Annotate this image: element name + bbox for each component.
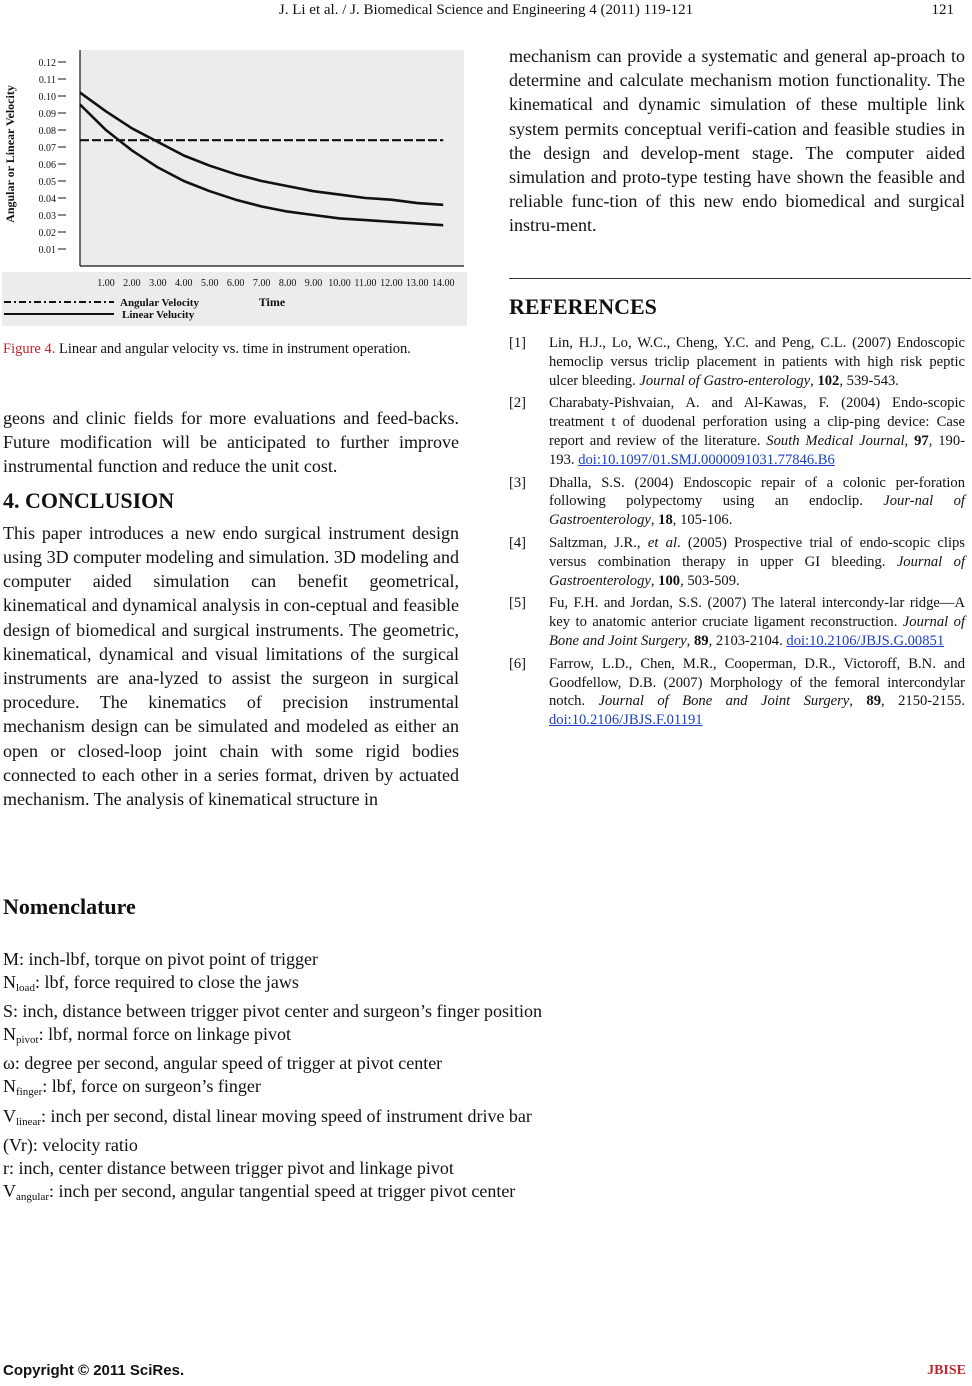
x-tick-label: 5.00 [200, 278, 219, 289]
reference-a: Saltzman, J.R., [549, 534, 648, 551]
y-tick-label: 0.07 [38, 143, 56, 154]
x-tick-label: 1.00 [97, 278, 115, 289]
reference-rest: , 503-509. [680, 572, 740, 589]
reference-num: [5] [509, 595, 527, 612]
nomenclature-symbol: N [3, 972, 16, 993]
reference-rest: , 2150-2155. [881, 693, 965, 710]
figure-4 [2, 44, 467, 326]
nomenclature-symbol: ω [3, 1053, 15, 1074]
nomenclature-item [3, 1075, 783, 1104]
figure-label: Figure 4. [3, 341, 56, 357]
section-rule [509, 278, 971, 279]
page-footer [0, 1362, 972, 1382]
reference-sep: , [849, 693, 867, 710]
reference-item [509, 334, 965, 390]
reference-rest: , 105-106. [672, 512, 733, 529]
x-tick-label: 9.00 [304, 278, 323, 289]
nomenclature-symbol: V [3, 1180, 16, 1201]
reference-rest: , 190-193. [549, 432, 965, 468]
nomenclature-item [3, 1105, 783, 1134]
reference-vol: 100 [658, 572, 681, 589]
x-tick-label: 7.00 [252, 278, 271, 289]
x-tick-label: 14.00 [431, 278, 455, 289]
section-heading-references: REFERENCES [509, 294, 657, 319]
section-heading-nomenclature: Nomenclature [3, 894, 136, 919]
nomenclature-subscript: pivot [16, 1034, 39, 1047]
legend-label-linear: Linear Velucity [122, 309, 195, 321]
section-heading-conclusion: 4. CONCLUSION [3, 487, 175, 513]
y-tick-label: 0.03 [38, 211, 56, 222]
reference-journal: Journal of Gastroenterology [549, 553, 965, 589]
reference-vol: 89 [693, 632, 709, 649]
page-header [0, 0, 972, 24]
x-tick-label: 11.00 [354, 278, 377, 289]
nomenclature-item [3, 1000, 783, 1023]
reference-num: [6] [509, 655, 527, 672]
reference-sep: , [904, 432, 915, 449]
reference-journal: Journal of Gastro-enterology [639, 372, 811, 389]
nomenclature-symbol: S [3, 1001, 14, 1022]
y-tick-label: 0.01 [38, 245, 56, 256]
nomenclature-item [3, 1052, 783, 1075]
nomenclature-symbol: N [3, 1024, 16, 1045]
reference-item [509, 534, 965, 590]
y-tick-label: 0.06 [38, 160, 56, 171]
reference-a: Dhalla, S.S. (2004) Endoscopic repair of a colonic per-foration following polypectomy using an endoclip. [549, 474, 965, 510]
nomenclature-item [3, 1180, 783, 1209]
x-tick-label: 8.00 [278, 278, 297, 289]
nomenclature-definition: : degree per second, angular speed of trigger at pivot center [14, 1053, 443, 1074]
nomenclature-symbol: N [3, 1076, 16, 1097]
reference-list [509, 334, 965, 734]
plot-area [80, 50, 464, 266]
y-axis-label: Angular or Linear Velocity [3, 85, 17, 223]
nomenclature-definition: : lbf, normal force on linkage pivot [38, 1024, 292, 1045]
nomenclature-subscript: linear [16, 1115, 42, 1128]
right-column [509, 44, 965, 238]
x-axis-label: Time [258, 295, 286, 309]
y-tick-label: 0.05 [38, 177, 56, 188]
reference-item [509, 655, 965, 730]
reference-journal: Jour-nal of Gastroenterology [549, 493, 965, 529]
reference-sep: , [810, 372, 818, 389]
y-tick-label: 0.12 [38, 58, 56, 69]
x-tick-label: 10.00 [328, 278, 351, 289]
nomenclature-item [3, 1134, 783, 1157]
x-tick-label: 3.00 [149, 278, 167, 289]
x-tick-label: 4.00 [175, 278, 193, 289]
nomenclature-definition: : lbf, force required to close the jaws [34, 972, 299, 993]
reference-vol: 97 [914, 432, 929, 449]
reference-a: Farrow, L.D., Chen, M.R., Cooperman, D.R., Victoroff, B.N. and Goodfellow, D.B. (2007) Morphology of the femoral intercondylar notch. [549, 655, 965, 710]
legend-label-angular: Angular Velocity [120, 297, 199, 309]
nomenclature-definition: : lbf, force on surgeon’s finger [42, 1076, 261, 1097]
nomenclature-symbol: V [3, 1105, 16, 1126]
nomenclature-definition: : velocity ratio [32, 1134, 138, 1155]
figure-caption [3, 340, 459, 359]
nomenclature-definition: : inch, center distance between trigger pivot and linkage pivot [9, 1157, 454, 1178]
reference-journal: Journal of Bone and Joint Surgery [549, 614, 965, 649]
reference-item [509, 594, 965, 650]
reference-a: Charabaty-Pishvaian, A. and Al-Kawas, F. (2004) Endo-scopic treatment t of duodenal perforation using a clip-ping device: Case report and review of the literature. [549, 395, 965, 449]
paragraph-conclusion: This paper introduces a new endo surgical instrument design using 3D computer modeling and simulation. 3D modeling and computer aided simulation can benefit geometrical, kinematical and dynamical analysis in con-ceptual and feasible design of biomedical and surgical instruments. The geometric, kinematical, dynamical and visual limitations of the surgical instruments are ana-lyzed to assist the surgeon in surgical procedure. The kinematics of precision instrumental mechanism design can be simulated and modeled as either an open or closed-loop joint chain with some rigid bodies connected to each other in a series format, driven by actuated mechanism. The analysis of kinematical structure in [3, 522, 459, 810]
nomenclature-item [3, 971, 783, 1000]
nomenclature-definition: : inch per second, angular tangential speed at trigger pivot center [48, 1180, 516, 1201]
page-number: 121 [931, 2, 954, 18]
reference-rest: , 2103-2104. [708, 632, 787, 649]
nomenclature-definition: : inch-lbf, torque on pivot point of trigger [19, 949, 318, 969]
y-tick-label: 0.02 [38, 228, 56, 239]
reference-journal: Journal of Bone and Joint Surgery [598, 693, 850, 710]
x-tick-label: 13.00 [406, 278, 429, 289]
reference-num: [3] [509, 474, 527, 491]
reference-a2: . (2005) Prospective trial of endo-scopic clips versus combination therapy in upper GI bleeding. [549, 534, 965, 570]
reference-num: [2] [509, 395, 527, 412]
nomenclature-item [3, 1157, 783, 1180]
reference-num: [1] [509, 335, 527, 351]
reference-sep: , [650, 572, 659, 589]
x-tick-label: 12.00 [380, 278, 403, 289]
nomenclature-subscript: finger [16, 1086, 43, 1099]
reference-etal: et al [647, 534, 678, 551]
reference-rest: , 539-543. [839, 372, 899, 389]
reference-item [509, 394, 965, 469]
nomenclature-subscript: load [16, 982, 35, 995]
nomenclature-subscript: angular [16, 1190, 49, 1203]
x-tick-label: 2.00 [123, 278, 141, 289]
y-tick-label: 0.09 [38, 109, 56, 120]
reference-num: [4] [509, 534, 527, 551]
x-tick-label: 6.00 [226, 278, 245, 289]
doi-link[interactable]: doi:10.2106/JBJS.G.00851 [786, 632, 945, 649]
nomenclature-definition: : inch per second, distal linear moving speed of instrument drive bar [41, 1105, 532, 1126]
left-column [3, 406, 459, 811]
nomenclature-item [3, 948, 783, 971]
nomenclature-symbol: (Vr) [3, 1134, 33, 1155]
running-title: J. Li et al. / J. Biomedical Science and Engineering 4 (2011) 119-121 [278, 2, 694, 18]
y-tick-label: 0.04 [38, 194, 56, 205]
reference-item [509, 474, 965, 530]
journal-abbrev: JBISE [927, 1363, 966, 1378]
paragraph-continuation: geons and clinic fields for more evaluations and feed-backs. Future modification will be anticipated to further improve instrumental function and reduce the unit cost. [3, 408, 459, 477]
nomenclature-definition: : inch, distance between trigger pivot center and surgeon’s finger position [13, 1001, 543, 1022]
figure-caption-text: Linear and angular velocity vs. time in instrument operation. [55, 341, 411, 357]
reference-vol: 89 [866, 693, 881, 710]
y-tick-label: 0.08 [38, 126, 56, 137]
doi-link[interactable]: doi:10.2106/JBJS.F.01191 [549, 712, 703, 729]
doi-link[interactable]: doi:10.1097/01.SMJ.0000091031.77846.B6 [578, 451, 835, 468]
paragraph-conclusion-continued: mechanism can provide a systematic and general ap-proach to determine and calculate mechanism motion functionality. The kinematical and dynamic simulation of these multiple link system permits conceptual verifi-cation and feasible studies in the design and develop-ment stage. The computer aided simulation and proto-type testing have shown the feasible and reliable func-tion of this new endo biomedical and surgical instru-ment. [509, 46, 965, 236]
copyright: Copyright © 2011 SciRes. [3, 1362, 185, 1379]
reference-journal: South Medical Journal [766, 432, 905, 449]
reference-a: Fu, F.H. and Jordan, S.S. (2007) The lateral intercondy-lar ridge—A key to anatomic anterior cruciate ligament reconstruction. [549, 595, 965, 631]
nomenclature-list [3, 948, 783, 1209]
reference-vol: 102 [817, 372, 840, 389]
nomenclature-item [3, 1023, 783, 1052]
nomenclature-symbol: M [3, 949, 20, 969]
reference-sep: , [650, 512, 659, 529]
velocity-chart [2, 44, 467, 326]
nomenclature-symbol: r [3, 1157, 9, 1178]
y-tick-label: 0.10 [38, 92, 56, 103]
reference-vol: 18 [658, 512, 673, 529]
y-tick-label: 0.11 [38, 75, 56, 86]
reference-a: Lin, H.J., Lo, W.C., Cheng, Y.C. and Peng, C.L. (2007) Endoscopic hemoclip versus triclip placement in patients with high risk peptic ulcer bleeding. [549, 335, 965, 389]
reference-sep: , [686, 632, 694, 649]
